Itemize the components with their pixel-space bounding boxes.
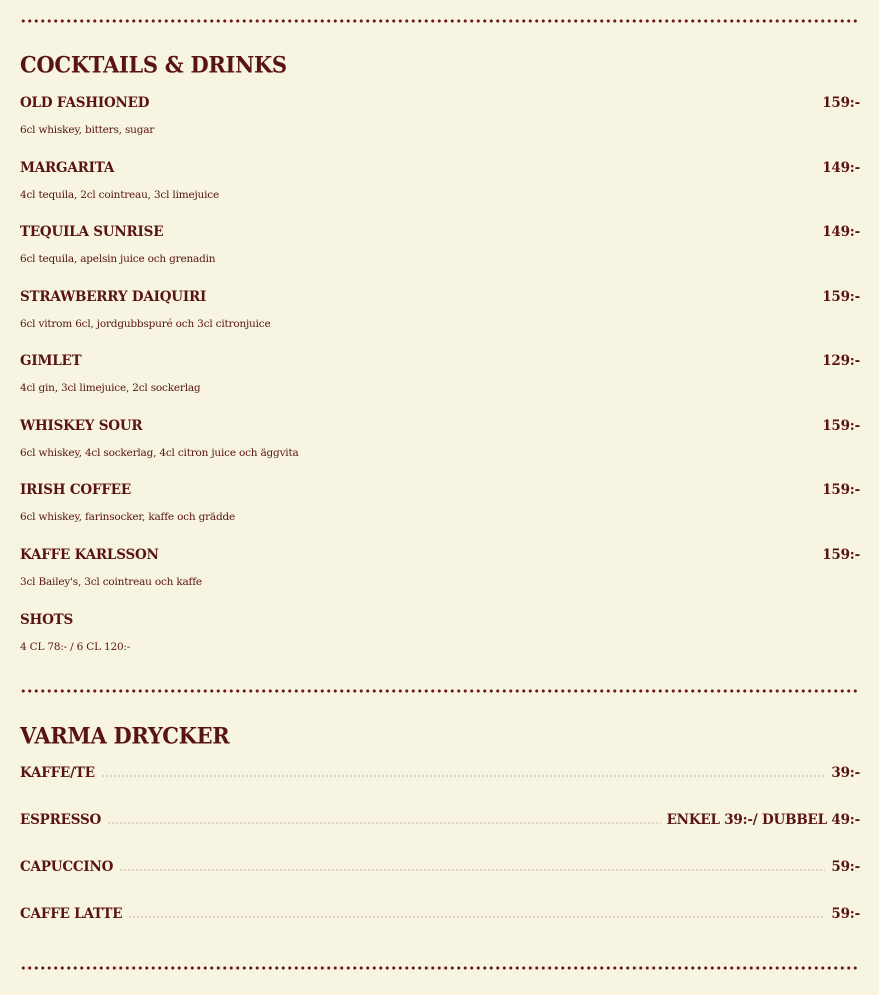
item-name: TEQUILA SUNRISE bbox=[20, 224, 164, 240]
item-description: 4cl gin, 3cl limejuice, 2cl sockerlag bbox=[20, 382, 201, 394]
item-price: 149:- bbox=[822, 160, 860, 176]
item-name: WHISKEY SOUR bbox=[20, 418, 143, 434]
item-name: OLD FASHIONED bbox=[20, 95, 150, 111]
item-name: ESPRESSO bbox=[20, 812, 102, 828]
item-name: KAFFE/TE bbox=[20, 765, 95, 781]
item-price: 149:- bbox=[822, 224, 860, 240]
item-name: GIMLET bbox=[20, 353, 82, 369]
item-description: 6cl tequila, apelsin juice och grenadin bbox=[20, 253, 216, 265]
menu-item bbox=[20, 289, 860, 330]
menu-item bbox=[20, 482, 860, 523]
item-price: 59:- bbox=[831, 906, 860, 922]
item-description: 4 CL 78:- / 6 CL 120:- bbox=[20, 641, 131, 653]
menu-item bbox=[20, 547, 860, 588]
item-price: 59:- bbox=[831, 859, 860, 875]
item-price: 159:- bbox=[822, 95, 860, 111]
dotted-divider bbox=[20, 966, 860, 970]
menu-item bbox=[20, 95, 860, 136]
dot-leader bbox=[107, 822, 661, 824]
menu-item bbox=[20, 353, 860, 394]
section-title-cocktails: COCKTAILS & DRINKS bbox=[20, 51, 287, 78]
item-name: CAPUCCINO bbox=[20, 859, 114, 875]
item-description: 6cl whiskey, farinsocker, kaffe och grädde bbox=[20, 511, 236, 523]
item-name: SHOTS bbox=[20, 612, 74, 628]
menu-item bbox=[20, 224, 860, 265]
dot-leader bbox=[119, 869, 825, 871]
item-name: IRISH COFFEE bbox=[20, 482, 131, 498]
item-description: 6cl whiskey, 4cl sockerlag, 4cl citron juice och äggvita bbox=[20, 447, 299, 459]
item-price: 129:- bbox=[822, 353, 860, 369]
item-price: 159:- bbox=[822, 418, 860, 434]
dot-leader bbox=[101, 775, 826, 777]
section-title-hot-drinks: VARMA DRYCKER bbox=[20, 722, 230, 749]
menu-item bbox=[20, 160, 860, 201]
menu-item bbox=[20, 812, 860, 828]
item-name: STRAWBERRY DAIQUIRI bbox=[20, 289, 207, 305]
menu-item bbox=[20, 612, 860, 653]
item-name: KAFFE KARLSSON bbox=[20, 547, 159, 563]
item-price: 159:- bbox=[822, 482, 860, 498]
dotted-divider bbox=[20, 19, 860, 23]
menu-item bbox=[20, 765, 860, 781]
item-name: CAFFE LATTE bbox=[20, 906, 123, 922]
dot-leader bbox=[128, 916, 825, 918]
item-price: ENKEL 39:-/ DUBBEL 49:- bbox=[666, 812, 860, 828]
menu-item bbox=[20, 859, 860, 875]
item-price: 159:- bbox=[822, 547, 860, 563]
dotted-divider bbox=[20, 689, 860, 693]
item-description: 4cl tequila, 2cl cointreau, 3cl limejuice bbox=[20, 189, 219, 201]
item-name: MARGARITA bbox=[20, 160, 115, 176]
item-price: 159:- bbox=[822, 289, 860, 305]
item-description: 6cl vitrom 6cl, jordgubbspuré och 3cl citronjuice bbox=[20, 318, 271, 330]
menu-item bbox=[20, 906, 860, 922]
menu-item bbox=[20, 418, 860, 459]
item-price: 39:- bbox=[831, 765, 860, 781]
item-description: 6cl whiskey, bitters, sugar bbox=[20, 124, 155, 136]
item-description: 3cl Bailey's, 3cl cointreau och kaffe bbox=[20, 576, 202, 588]
